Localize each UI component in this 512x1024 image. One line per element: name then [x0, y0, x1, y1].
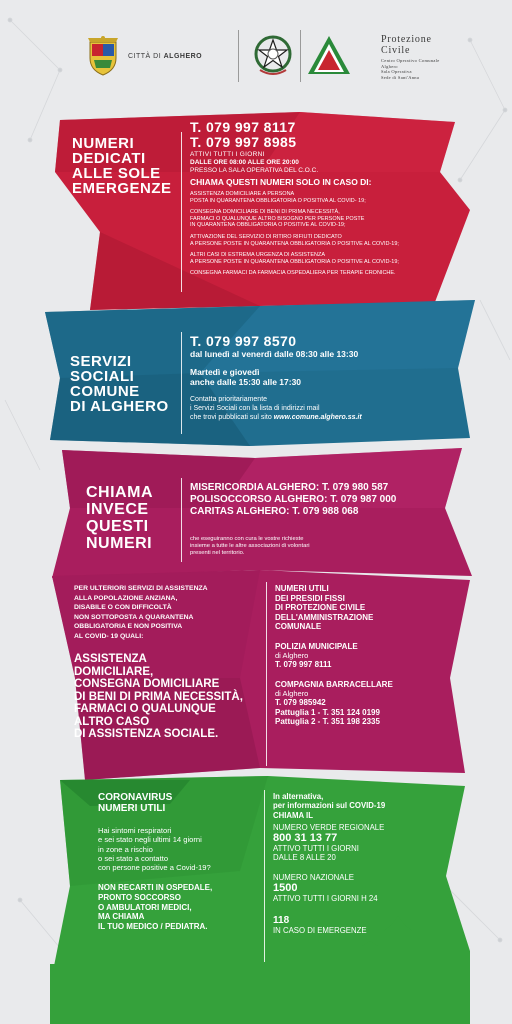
patrol-1-phone: Pattuglia 1 - T. 351 124 0199	[275, 707, 380, 717]
pc-subtitle: Sala Operativa	[381, 69, 412, 74]
social-hours-2a: Martedì e giovedì	[190, 367, 260, 377]
emergency-item: ASSISTENZA DOMICILIARE A PERSONA POSTA IN QUARANTENA OBBLIGATORIA O POSITIVA AL COVID- 19;	[190, 191, 366, 204]
volunteers-title-line: NUMERI	[86, 535, 153, 552]
emergency-hours: DALLE ORE 08:00 ALLE ORE 20:00	[190, 159, 299, 166]
national-active: ATTIVO TUTTI I GIORNI H 24	[273, 894, 378, 904]
coat-of-arms-icon	[86, 36, 120, 76]
covid-title-2: NUMERI UTILI	[98, 803, 166, 814]
header	[0, 0, 512, 108]
regional-active: ATTIVO TUTTI I GIORNI	[273, 844, 359, 854]
protezione-civile-logo-icon	[306, 34, 352, 76]
pc-subtitle: Centro Operativo Comunale	[381, 58, 440, 63]
covid-advice: NON RECARTI IN OSPEDALE, PRONTO SOCCORSO O AMBULATORI MEDICI, MA CHIAMA IL TUO MEDICO / PEDIATRA.	[98, 883, 213, 931]
emergency-title-line: DEDICATI	[72, 150, 146, 167]
covid-call: CHIAMA IL	[273, 810, 313, 820]
volunteers-title-line: INVECE	[86, 501, 149, 518]
regional-hours: DALLE 8 ALLE 20	[273, 853, 336, 863]
assistance-services: ASSISTENZA DOMICILIARE, CONSEGNA DOMICILIARE DI BENI DI PRIMA NECESSITÀ, FARMACI O QUALUNQUE ALTRO CASO DI ASSISTENZA SOCIALE.	[74, 653, 243, 740]
regional-number: 800 31 13 77	[273, 832, 338, 845]
italian-republic-emblem-icon	[252, 32, 294, 78]
volunteers-title-line: CHIAMA	[86, 484, 153, 501]
emergency-item: ATTIVAZIONE DEL SERVIZIO DI RITIRO RIFIUTI DEDICATO A PERSONE POSTE IN QUARANTENA OBBLIGATORIA O POSITIVE AL COVID-19;	[190, 233, 399, 247]
social-title-line: SOCIALI	[70, 368, 135, 385]
assistance-divider	[266, 582, 267, 766]
pc-subtitle: Alghero	[381, 63, 398, 69]
emergency-title-line: ALLE SOLE	[72, 165, 161, 182]
emergency-item: CONSEGNA DOMICILIARE DI BENI DI PRIMA NECESSITÀ, FARMACI O QUALUNQUE ALTRO BISOGNO PER PERSONE POSTE IN QUARANTENA OBBLIGATORIA O POSITIVE AL COVID-19;	[190, 209, 365, 229]
covid-section	[0, 776, 512, 1024]
volunteers-note: che eseguiranno con cura le vostre richieste insieme a tutte le altre associazioni di volontari presenti nel territorio.	[190, 536, 310, 556]
barracellare-phone: T. 079 985942	[275, 698, 326, 707]
volunteers-title-line: QUESTI	[86, 518, 149, 535]
social-title-line: DI ALGHERO	[70, 398, 169, 415]
assistance-intro: PER ULTERIORI SERVIZI DI ASSISTENZA ALLA POPOLAZIONE ANZIANA, DISABILE O CON DIFFICOLTÀ NON SOTTOPOSTA A QUARANTENA OBBLIGATORIA E NON POSITIVA AL COVID- 19 QUALI:	[74, 585, 208, 640]
volunteer-line: CARITAS ALGHERO: T. 079 988 068	[190, 506, 359, 517]
emergency-phone-1: T. 079 997 8117	[190, 119, 296, 135]
patrol-2-phone: Pattuglia 2 - T. 351 198 2335	[275, 717, 380, 726]
emergency-item: CONSEGNA FARMACI DA FARMACIA OSPEDALIERA PER TERAPIE CRONICHE.	[190, 270, 396, 277]
emergency-active: ATTIVI TUTTI I GIORNI	[190, 151, 265, 158]
emergency-item: ALTRI CASI DI ESTREMA URGENZA DI ASSISTENZA A PERSONE POSTE IN QUARANTENA OBBLIGATORIA O POSITIVE AL COVID-19;	[190, 252, 399, 265]
emergency-section	[0, 112, 512, 310]
volunteers-divider	[181, 478, 182, 562]
header-divider	[300, 30, 301, 82]
assistance-section	[0, 568, 512, 780]
social-title-line: SERVIZI	[70, 353, 132, 370]
national-label: NUMERO NAZIONALE	[273, 872, 355, 882]
volunteer-line: POLISOCCORSO ALGHERO: T. 079 987 000	[190, 494, 397, 505]
social-hours-2b: anche dalle 15:30 alle 17:30	[190, 377, 302, 387]
social-title-line: COMUNE	[70, 383, 140, 400]
covid-title-1: CORONAVIRUS	[98, 792, 173, 803]
emergency-title-line: EMERGENZE	[72, 180, 172, 197]
emergency-label: IN CASO DI EMERGENZE	[273, 926, 367, 936]
emergency-title-line: NUMERI	[72, 135, 135, 152]
barracellare-label: COMPAGNIA BARRACELLARE	[275, 679, 393, 689]
social-contact: Contatta prioritariamente i Servizi Sociali con la lista di indirizzi mail che trovi pubblicati sul sito www.comune.alghero.ss.it	[190, 396, 362, 421]
emergency-divider	[181, 132, 182, 292]
police-phone: T. 079 997 8111	[275, 660, 332, 669]
pc-title: Protezione	[381, 34, 432, 45]
social-website-link[interactable]: www.comune.alghero.ss.it	[273, 413, 362, 421]
volunteers-section	[0, 448, 512, 578]
social-services-section	[0, 298, 512, 448]
pc-subtitle: Sede di Sant'Anna	[381, 74, 420, 80]
covid-divider	[264, 790, 265, 962]
social-hours-1: dal lunedì al venerdì dalle 08:30 alle 13:30	[190, 349, 359, 359]
protezione-civile-text	[381, 34, 440, 80]
pc-title: Civile	[381, 45, 411, 56]
covid-symptoms: Hai sintomi respiratori e sei stato negli ultimi 14 giorni in zone a rischio o sei stato a contatto con persone positive a Covid-19?	[98, 826, 211, 873]
city-label: CITTÀ DI ALGHERO	[128, 52, 203, 60]
city-logo	[86, 36, 202, 76]
national-number: 1500	[273, 882, 298, 895]
emergency-phone-2: T. 079 997 8985	[190, 134, 297, 150]
emergency-number-118: 118	[273, 915, 290, 927]
useful-numbers-title: NUMERI UTILI DEI PRESIDI FISSI DI PROTEZIONE CIVILE DELL'AMMINISTRAZIONE COMUNALE	[275, 584, 374, 631]
volunteer-line: MISERICORDIA ALGHERO: T. 079 980 587	[190, 482, 389, 493]
social-phone: T. 079 997 8570	[190, 333, 297, 349]
regional-label: NUMERO VERDE REGIONALE	[273, 822, 385, 832]
emergency-location: PRESSO LA SALA OPERATIVA DEL C.O.C.	[190, 167, 319, 174]
header-divider	[238, 30, 239, 82]
covid-alt-1: In alternativa,	[273, 792, 324, 801]
social-divider	[181, 332, 182, 434]
police-label: POLIZIA MUNICIPALE	[275, 641, 358, 651]
covid-alt-2: per informazioni sul COVID-19	[273, 801, 386, 811]
barracellare-city: di Alghero	[275, 689, 309, 698]
police-city: di Alghero	[275, 651, 309, 660]
emergency-call-only: CHIAMA QUESTI NUMERI SOLO IN CASO DI:	[190, 177, 372, 187]
